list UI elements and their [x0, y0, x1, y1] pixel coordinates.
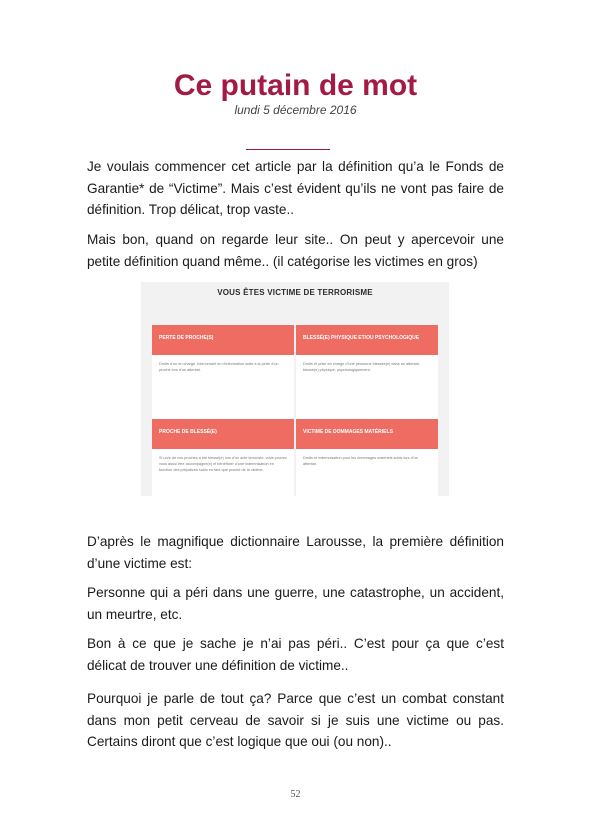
card-text: Droits et indemnisation pour les dommages matériels subis lors d’un attentat.: [303, 456, 418, 466]
card-label: VICTIME DE DOMMAGES MATÉRIELS: [303, 429, 393, 435]
card-label: PERTE DE PROCHE(S): [159, 335, 214, 341]
paragraph-3: D’après le magnifique dictionnaire Larousse, la première définition d’une victime est:: [87, 534, 504, 571]
paragraph-2: Mais bon, quand on regarde leur site.. On peut y apercevoir une petite définition quand même.. (il catégorise les victimes en gros): [87, 232, 504, 269]
title-divider: [246, 149, 330, 150]
card-blesse-physique: [296, 325, 438, 421]
card-proche-de-blesse: [152, 419, 294, 496]
page-number: 52: [290, 789, 301, 800]
card-label: BLESSÉ(E) PHYSIQUE ET/OU PSYCHOLOGIQUE: [303, 335, 420, 341]
card-header: [296, 419, 438, 449]
card-label: PROCHE DE BLESSÉ(E): [159, 429, 217, 435]
paragraph-6: Pourquoi je parle de tout ça? Parce que c’est un combat constant dans mon petit cerveau de savoir si je suis une victime ou pas. Certains diront que c’est logique que oui (ou non)..: [87, 691, 504, 749]
victim-categories-figure: [141, 282, 449, 496]
paragraph-4: Personne qui a péri dans une guerre, une catastrophe, un accident, un meurtre, etc.: [87, 585, 504, 622]
paragraph-5: Bon à ce que je sache je n’ai pas péri.. C’est pour ça que c’est délicat de trouver une définition de victime..: [87, 636, 504, 673]
card-dommages-materiels: [296, 419, 438, 496]
paragraph-1: Je voulais commencer cet article par la définition qu’a le Fonds de Garantie* de “Victime”. Mais c’est évident qu’ils ne vont pas faire de définition. Trop délicat, trop vaste..: [87, 159, 504, 217]
article-title: Ce putain de mot: [173, 69, 418, 102]
card-perte-de-proches: [152, 325, 294, 421]
figure-title: VOUS ÊTES VICTIME DE TERRORISME: [217, 288, 373, 297]
card-text: Si un/e de vos proches a été blessé(e) lors d’un acte terroriste, vous pouvez vous aussi être accompagné(e) et bénéficier d’une indemnisation en fonction des préjudices subis en tant que proche de la victime.: [159, 456, 287, 472]
card-header: [152, 325, 294, 355]
card-text: Droits et prise en charge d’une personne blessée(e) dans un attentat, blessé(e) physique, psychologiquement.: [303, 362, 420, 372]
card-header: [152, 419, 294, 449]
card-header: [296, 325, 438, 355]
article-date: lundi 5 décembre 2016: [234, 103, 357, 117]
card-text: Droits d’un en charge, Intervenant en d’information suite à la perte d’un proche lors d’un attentat.: [159, 362, 279, 372]
